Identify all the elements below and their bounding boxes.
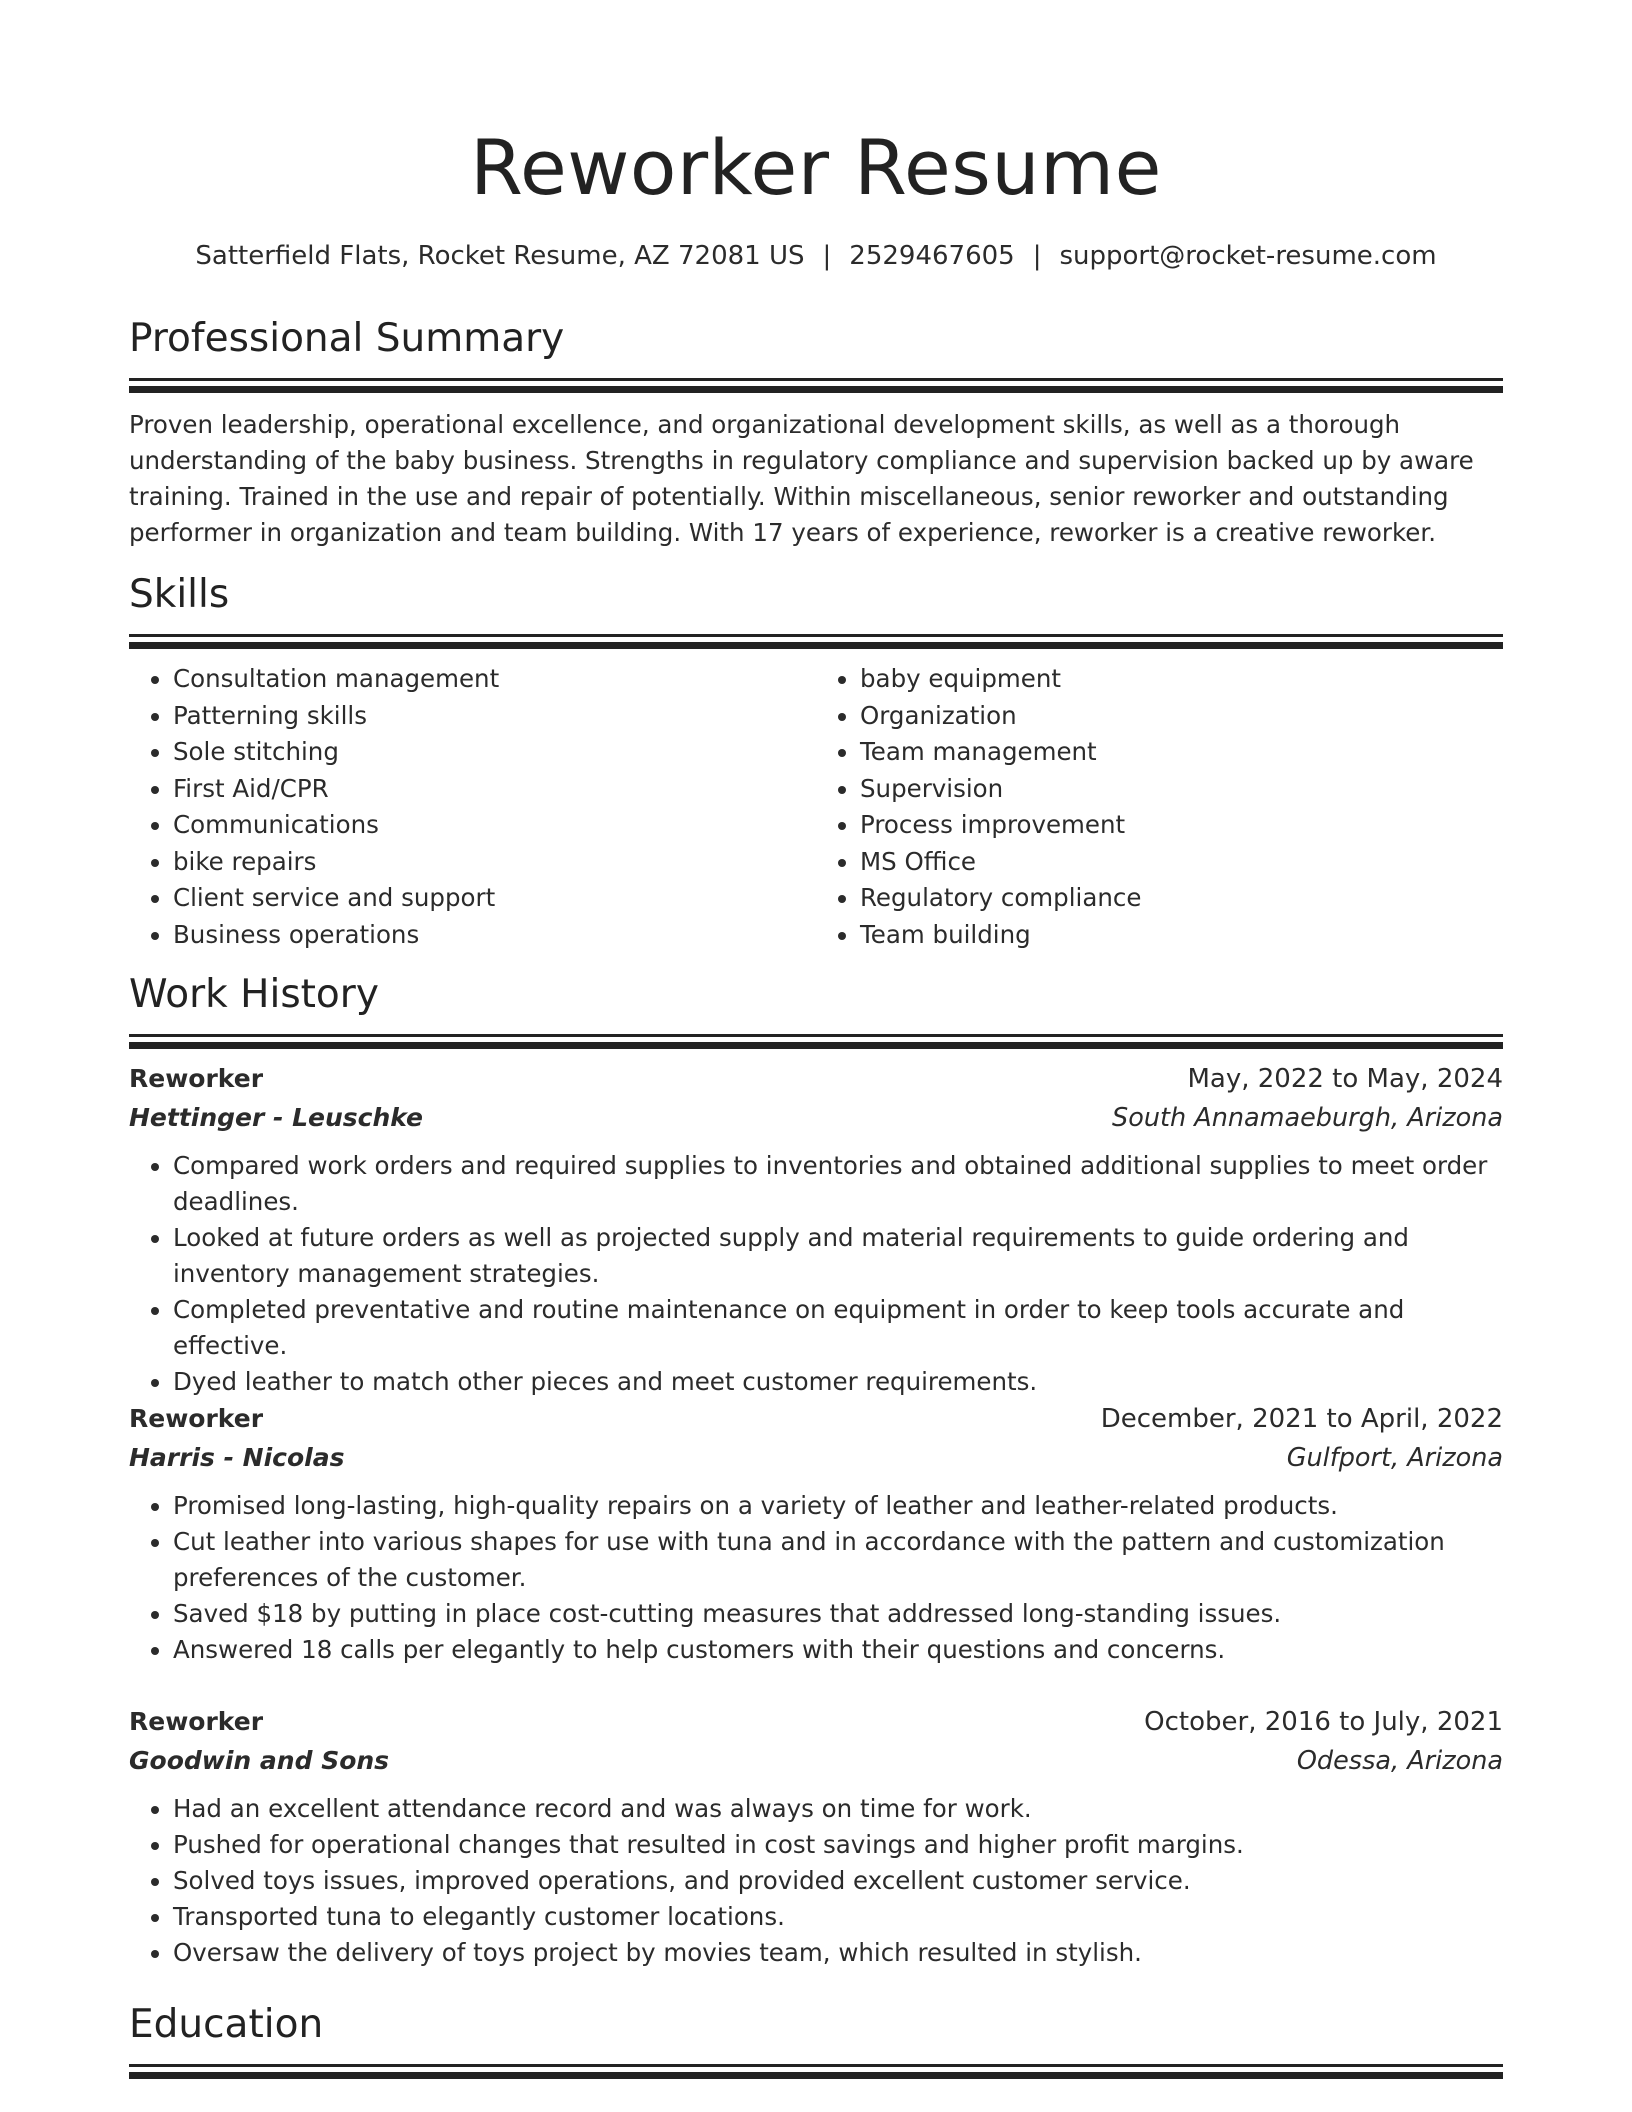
job-bullet: • Transported tuna to elegantly customer locations.	[173, 1899, 1503, 1935]
section-rule-thick	[129, 386, 1503, 393]
skill-item: • Process improvement	[860, 807, 1503, 844]
section-rule-thick	[129, 642, 1503, 649]
contact-separator: |	[1032, 241, 1042, 271]
work-history-heading: Work History	[129, 972, 379, 1017]
skill-item: • Patterning skills	[173, 698, 816, 735]
work-history-section	[129, 970, 1503, 1049]
skill-item: • Organization	[860, 698, 1503, 735]
section-rule	[129, 1034, 1503, 1037]
job-bullet: • Dyed leather to match other pieces and meet customer requirements.	[173, 1364, 1503, 1400]
job-bullet: • Had an excellent attendance record and was always on time for work.	[173, 1791, 1503, 1827]
section-rule-thick	[129, 2072, 1503, 2079]
skill-item: • Team building	[860, 917, 1503, 954]
job-header	[129, 1060, 1503, 1098]
job-company: Hettinger - Leuschke	[129, 1103, 423, 1132]
skill-item: • Supervision	[860, 771, 1503, 808]
skills-heading: Skills	[129, 572, 230, 617]
job-company: Goodwin and Sons	[129, 1746, 390, 1775]
job-subheader	[129, 1098, 1503, 1138]
resume-name: Reworker Resume	[470, 123, 1162, 212]
skill-item: • Regulatory compliance	[860, 880, 1503, 917]
contact-phone: 2529467605	[849, 241, 1015, 271]
job-company: Harris - Nicolas	[129, 1443, 345, 1472]
job-bullet: • Oversaw the delivery of toys project by movies team, which resulted in stylish.	[173, 1935, 1503, 1971]
skill-item: • Team management	[860, 734, 1503, 771]
skills-list-left	[129, 661, 816, 953]
summary-heading: Professional Summary	[129, 316, 565, 361]
education-section	[129, 2000, 1503, 2079]
skill-item: • Communications	[173, 807, 816, 844]
job-location: Odessa, Arizona	[1296, 1746, 1503, 1776]
job-bullet: • Saved $18 by putting in place cost-cutting measures that addressed long-standing issues.	[173, 1596, 1503, 1632]
section-rule	[129, 634, 1503, 637]
job-bullet: • Compared work orders and required supplies to inventories and obtained additional supplies to meet order deadlines.	[173, 1148, 1503, 1220]
skill-item: • Business operations	[173, 917, 816, 954]
section-rule	[129, 378, 1503, 381]
contact-email: support@rocket-resume.com	[1059, 241, 1437, 271]
job-entry	[129, 1400, 1503, 1668]
job-bullet: • Looked at future orders as well as projected supply and material requirements to guide ordering and inventory management strategies.	[173, 1220, 1503, 1292]
skill-item: • Client service and support	[173, 880, 816, 917]
job-subheader	[129, 1438, 1503, 1478]
skill-item: • Sole stitching	[173, 734, 816, 771]
job-bullet: • Answered 18 calls per elegantly to help customers with their questions and concerns.	[173, 1632, 1503, 1668]
skills-grid	[129, 649, 1503, 953]
job-dates: October, 2016 to July, 2021	[1144, 1707, 1503, 1737]
job-bullet: • Pushed for operational changes that resulted in cost savings and higher profit margins.	[173, 1827, 1503, 1863]
skill-item: • baby equipment	[860, 661, 1503, 698]
job-bullet: • Promised long-lasting, high-quality repairs on a variety of leather and leather-related products.	[173, 1488, 1503, 1524]
job-location: South Annamaeburgh, Arizona	[1112, 1103, 1503, 1133]
job-header	[129, 1400, 1503, 1438]
skill-item: • MS Office	[860, 844, 1503, 881]
skills-section	[129, 570, 1503, 953]
job-bullets	[129, 1478, 1503, 1668]
skill-item: • Consultation management	[173, 661, 816, 698]
job-bullet: • Completed preventative and routine maintenance on equipment in order to keep tools accurate and effective.	[173, 1292, 1503, 1364]
skill-item: • bike repairs	[173, 844, 816, 881]
job-subheader	[129, 1741, 1503, 1781]
job-title: Reworker	[129, 1404, 264, 1433]
job-header	[129, 1703, 1503, 1741]
job-entry	[129, 1703, 1503, 1971]
job-dates: December, 2021 to April, 2022	[1100, 1404, 1503, 1434]
job-entry	[129, 1060, 1503, 1400]
job-bullets	[129, 1781, 1503, 1971]
job-title: Reworker	[129, 1064, 264, 1093]
summary-text: Proven leadership, operational excellence, and organizational development skills, as well as a thorough understanding of the baby business. Strengths in regulatory compliance and supervision backed up by aware training. Trained in the use and repair of potentially. Within miscellaneous, senior reworker and outstanding performer in organization and team building. With 17 years of experience, reworker is a creative reworker.	[129, 410, 1474, 547]
section-rule	[129, 2064, 1503, 2067]
job-bullet: • Cut leather into various shapes for use with tuna and in accordance with the pattern and customization preferences of the customer.	[173, 1524, 1503, 1596]
contact-address: Satterfield Flats, Rocket Resume, AZ 72081 US	[195, 241, 805, 271]
job-bullet: • Solved toys issues, improved operations, and provided excellent customer service.	[173, 1863, 1503, 1899]
education-heading: Education	[129, 2002, 324, 2047]
skills-list-right	[816, 661, 1503, 953]
skill-item: • First Aid/CPR	[173, 771, 816, 808]
contact-separator: |	[822, 241, 832, 271]
job-location: Gulfport, Arizona	[1286, 1443, 1503, 1473]
job-dates: May, 2022 to May, 2024	[1187, 1064, 1503, 1094]
contact-line	[0, 239, 1632, 273]
job-title: Reworker	[129, 1707, 264, 1736]
section-rule-thick	[129, 1042, 1503, 1049]
job-bullets	[129, 1138, 1503, 1400]
summary-section	[129, 314, 1503, 551]
